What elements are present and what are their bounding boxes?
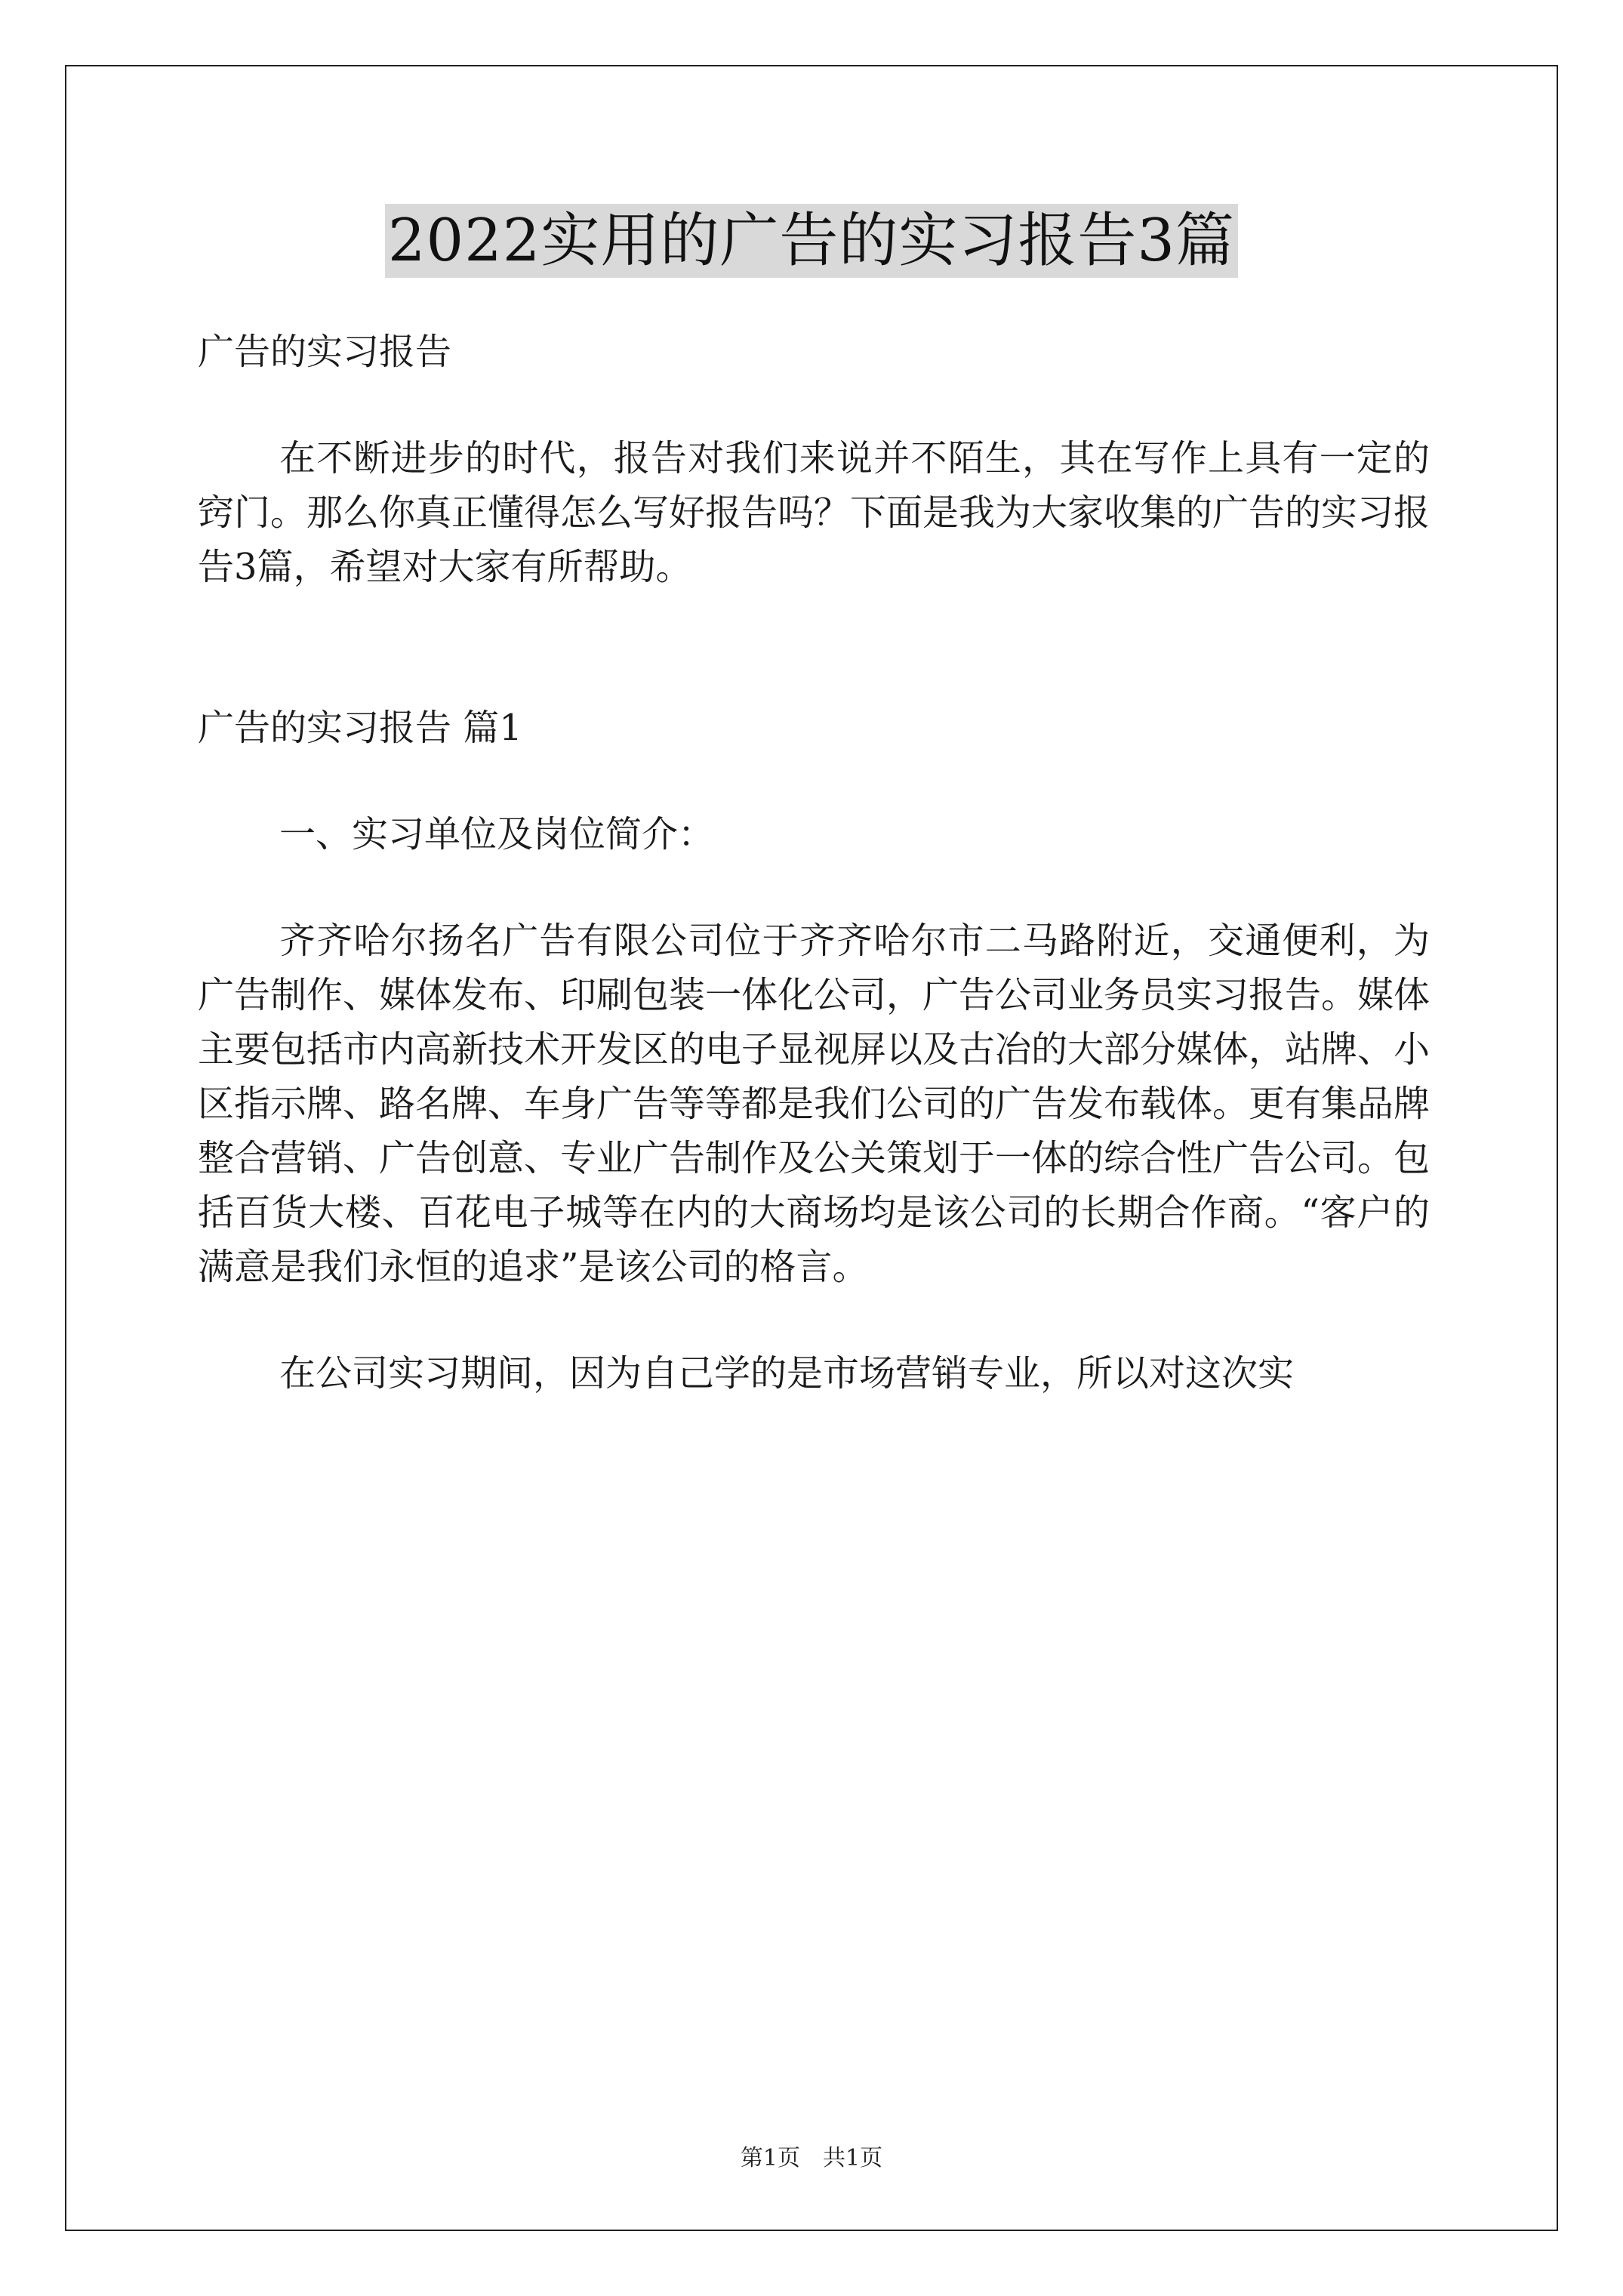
section-heading: 广告的实习报告 篇1 xyxy=(198,707,522,749)
page-footer: 第1页 共1页 xyxy=(740,2145,883,2171)
company-paragraph: 齐齐哈尔扬名广告有限公司位于齐齐哈尔市二马路附近，交通便利，为广告制作、媒体发布、印刷包装一体化公司，广告公司业务员实习报告。媒体主要包括市内高新技术开发区的电子显视屏以及古冶的大部分媒体，站牌、小区指示牌、路名牌、车身广告等等都是我们公司的广告发布载体。更有集品牌整合营销、广告创意、专业广告制作及公关策划于一体的综合性广告公司。包括百货大楼、百花电子城等在内的大商场均是该公司的长期合作商。“客户的满意是我们永恒的追求”是该公司的格言。 xyxy=(198,920,1431,1288)
subheading: 一、实习单位及岗位简介： xyxy=(279,813,715,855)
heading: 广告的实习报告 xyxy=(198,331,452,373)
document-title: 2022实用的广告的实习报告3篇 xyxy=(385,204,1238,278)
internship-paragraph: 在公司实习期间，因为自己学的是市场营销专业，所以对这次实 xyxy=(279,1352,1295,1395)
title-wrap xyxy=(0,204,1623,278)
document-body xyxy=(198,325,1430,1401)
intro-paragraph: 在不断进步的时代，报告对我们来说并不陌生，其在写作上具有一定的窍门。那么你真正懂得怎么写好报告吗？下面是我为大家收集的广告的实习报告3篇，希望对大家有所帮助。 xyxy=(198,437,1431,588)
